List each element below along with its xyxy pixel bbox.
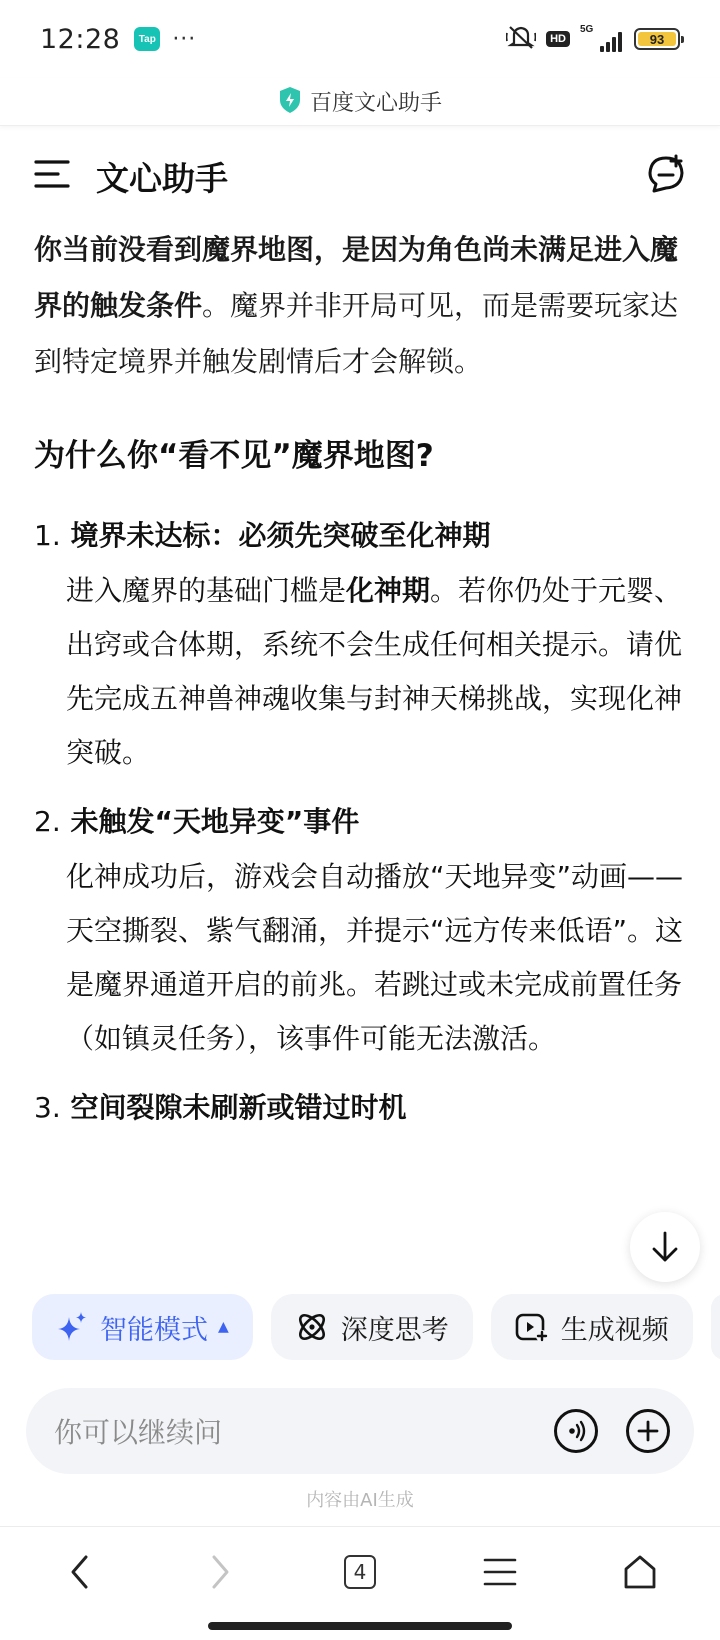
list-item xyxy=(34,794,684,1066)
input-placeholder[interactable]: 你可以继续问 xyxy=(54,1416,223,1449)
answer-intro xyxy=(34,222,684,390)
chip-label: 深度思考 xyxy=(340,1314,449,1346)
menu-button[interactable] xyxy=(460,1537,540,1607)
sparkle-icon xyxy=(56,1311,88,1343)
mode-chips xyxy=(0,1292,720,1362)
list-title: 境界未达标：必须先突破至化神期 xyxy=(70,519,491,552)
signal-icon xyxy=(580,26,624,52)
chip-smart-mode[interactable] xyxy=(32,1294,253,1360)
chat-input[interactable] xyxy=(26,1388,694,1474)
list-title: 空间裂隙未刷新或错过时机 xyxy=(70,1091,407,1124)
chip-generate-video[interactable] xyxy=(491,1294,693,1360)
chip-label: 生成视频 xyxy=(560,1314,669,1346)
ai-generated-note: 内容由AI生成 xyxy=(306,1490,414,1511)
browser-bottom-nav xyxy=(0,1526,720,1616)
answer-heading: 为什么你“看不见”魔界地图? xyxy=(34,438,434,474)
mute-vibrate-icon xyxy=(506,24,536,54)
voice-wave-icon[interactable] xyxy=(554,1409,598,1453)
list-item xyxy=(34,1080,684,1136)
tap-app-icon: Tap xyxy=(134,27,160,51)
intro-rest: 。魔界并非开局可见，而是需要玩家达到特定境界并触发剧情后才会解锁。 xyxy=(34,289,679,378)
page-title: 文心助手 xyxy=(96,158,228,198)
list-body-text: 进入魔界的基础门槛是 xyxy=(66,574,347,607)
caret-up-icon: ▲ xyxy=(218,1319,229,1335)
hd-badge: HD xyxy=(546,31,570,47)
more-notifications-icon: ··· xyxy=(172,26,197,52)
list-title: 未触发“天地异变”事件 xyxy=(70,805,360,838)
list-number: 2. xyxy=(34,805,61,838)
tab-count: 4 xyxy=(344,1555,376,1589)
chip-label: 智能模式 xyxy=(100,1314,208,1346)
new-chat-icon[interactable] xyxy=(646,154,686,198)
arrow-down-icon xyxy=(650,1230,680,1264)
back-icon xyxy=(68,1554,92,1590)
scroll-to-bottom-button[interactable] xyxy=(630,1212,700,1282)
list-number: 3. xyxy=(34,1091,61,1124)
chip-more-peek[interactable] xyxy=(711,1294,720,1360)
network-type: 5G xyxy=(580,24,594,35)
battery-level: 93 xyxy=(638,32,676,46)
chip-deep-think[interactable] xyxy=(271,1294,473,1360)
app-header xyxy=(0,140,720,212)
hamburger-icon[interactable] xyxy=(34,159,70,193)
forward-button[interactable] xyxy=(180,1537,260,1607)
intro-bold: 你当前没看到魔界地图，是因为角色尚未满足进入魔界的触发条件 xyxy=(34,233,679,322)
home-button[interactable] xyxy=(600,1537,680,1607)
plus-icon[interactable] xyxy=(626,1409,670,1453)
menu-icon xyxy=(483,1557,517,1587)
forward-icon xyxy=(208,1554,232,1590)
url-title: 百度文心助手 xyxy=(309,91,442,116)
home-indicator[interactable] xyxy=(208,1622,512,1630)
answer-content xyxy=(34,222,684,1227)
back-button[interactable] xyxy=(40,1537,120,1607)
status-bar xyxy=(0,0,720,78)
shield-bolt-icon xyxy=(278,86,302,118)
list-item xyxy=(34,508,684,780)
list-number: 1. xyxy=(34,519,61,552)
url-bar[interactable] xyxy=(0,78,720,126)
home-icon xyxy=(622,1554,658,1590)
status-indicators xyxy=(506,24,680,54)
list-body-text: 。若你仍处于元婴、出窍或合体期，系统不会生成任何相关提示。请优先完成五神兽神魂收集与封神天梯挑战，实现化神突破。 xyxy=(66,574,683,769)
video-plus-icon xyxy=(515,1311,549,1343)
list-body-bold: 化神期 xyxy=(346,574,431,607)
tabs-button[interactable] xyxy=(320,1537,400,1607)
list-body xyxy=(34,564,684,780)
status-time: 12:28 xyxy=(40,23,121,55)
battery-icon xyxy=(634,28,680,50)
atom-icon xyxy=(295,1310,329,1344)
list-body: 化神成功后，游戏会自动播放“天地异变”动画——天空撕裂、紫气翻涌，并提示“远方传来低语”。这是魔界通道开启的前兆。若跳过或未完成前置任务（如镇灵任务），该事件可能无法激活。 xyxy=(66,860,684,1055)
